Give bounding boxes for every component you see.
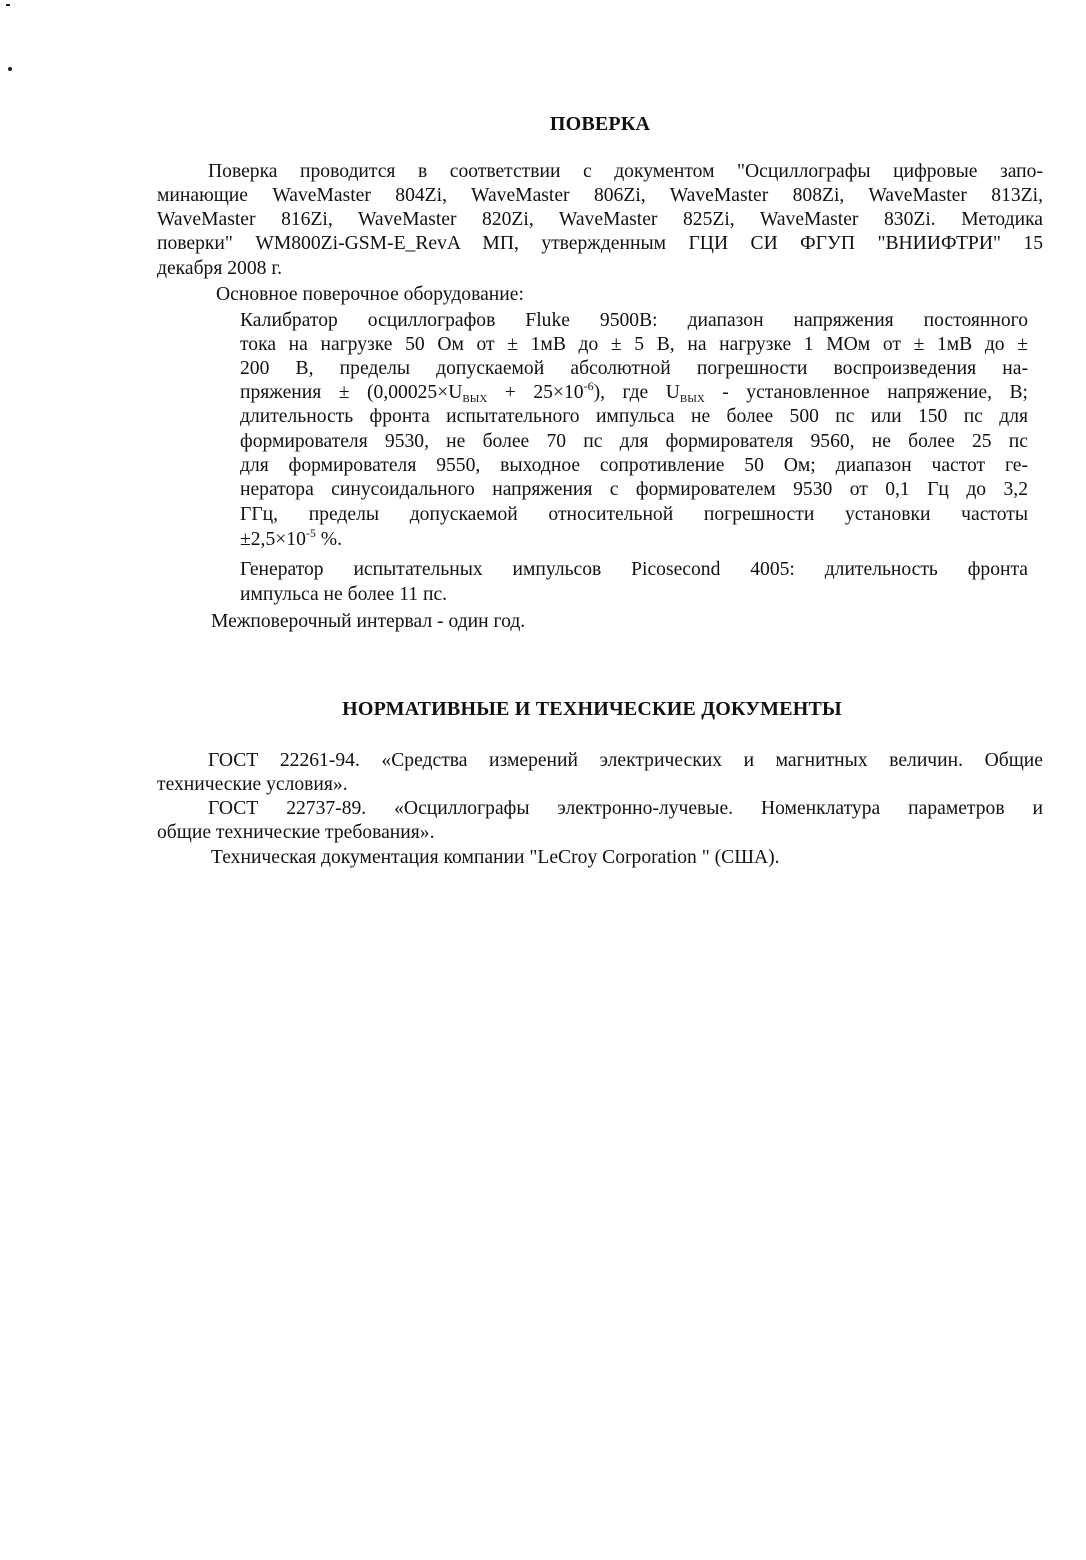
section-title-documents: НОРМАТИВНЫЕ И ТЕХНИЧЕСКИЕ ДОКУМЕНТЫ bbox=[342, 698, 842, 720]
text-line: ГОСТ 22261-94. «Средства измерений электрических и магнитных величин. Общие bbox=[208, 750, 1043, 771]
superscript-exponent: -5 bbox=[305, 526, 316, 540]
text-fragment: пряжения ± (0,00025×U bbox=[240, 382, 463, 403]
verification-interval: Межповерочный интервал - один год. bbox=[211, 611, 526, 632]
text-fragment: %. bbox=[315, 529, 343, 550]
text-line: Калибратор осциллографов Fluke 9500В: диапазон напряжения постоянного bbox=[240, 310, 1028, 331]
text-line: 200 В, пределы допускаемой абсолютной погрешности воспроизведения на- bbox=[240, 358, 1028, 379]
scan-artifact bbox=[8, 67, 12, 71]
formula-line bbox=[240, 381, 1028, 405]
text-line: ГОСТ 22737-89. «Осциллографы электронно-лучевые. Номенклатура параметров и bbox=[208, 798, 1043, 819]
text-line: импульса не более 11 пс. bbox=[240, 584, 448, 605]
subscript-out: ВЫХ bbox=[679, 393, 705, 405]
text-line: WaveMaster 816Zi, WaveMaster 820Zi, WaveMaster 825Zi, WaveMaster 830Zi. Методика bbox=[157, 209, 1043, 230]
section-title-verification: ПОВЕРКА bbox=[549, 113, 651, 135]
text-line: формирователя 9530, не более 70 пс для формирователя 9560, не более 25 пс bbox=[240, 431, 1028, 452]
text-line: поверки" WM800Zi-GSM-E_RevA МП, утвержденным ГЦИ СИ ФГУП "ВНИИФТРИ" 15 bbox=[157, 233, 1043, 254]
scan-artifact bbox=[6, 4, 10, 6]
text-line: тока на нагрузке 50 Ом от ± 1мВ до ± 5 В, на нагрузке 1 МОм от ± 1мВ до ± bbox=[240, 334, 1028, 355]
text-line: минающие WaveMaster 804Zi, WaveMaster 806Zi, WaveMaster 808Zi, WaveMaster 813Zi, bbox=[157, 185, 1043, 206]
text-line: нератора синусоидального напряжения с формирователем 9530 от 0,1 Гц до 3,2 bbox=[240, 479, 1028, 500]
subscript-out: ВЫХ bbox=[462, 393, 488, 405]
text-line: Генератор испытательных импульсов Picosecond 4005: длительность фронта bbox=[240, 559, 1028, 580]
text-line: для формирователя 9550, выходное сопротивление 50 Ом; диапазон частот ге- bbox=[240, 455, 1028, 476]
text-fragment: ±2,5×10 bbox=[240, 529, 306, 550]
equipment-label: Основное поверочное оборудование: bbox=[216, 284, 524, 305]
text-fragment: - установленное напряжение, В; bbox=[704, 382, 1028, 403]
text-fragment: ), где U bbox=[593, 382, 680, 403]
text-line: Техническая документация компании "LeCroy Corporation " (США). bbox=[211, 847, 780, 868]
text-line: общие технические требования». bbox=[157, 822, 435, 843]
text-line: декабря 2008 г. bbox=[157, 258, 283, 279]
superscript-exponent: -6 bbox=[583, 379, 594, 393]
formula-line bbox=[240, 528, 1028, 552]
text-line: Поверка проводится в соответствии с документом "Осциллографы цифровые запо- bbox=[208, 161, 1043, 182]
text-line: ГГц, пределы допускаемой относительной погрешности установки частоты bbox=[240, 504, 1028, 525]
text-line: длительность фронта испытательного импульса не более 500 пс или 150 пс для bbox=[240, 406, 1028, 427]
text-line: технические условия». bbox=[157, 774, 348, 795]
text-fragment: + 25×10 bbox=[487, 382, 584, 403]
